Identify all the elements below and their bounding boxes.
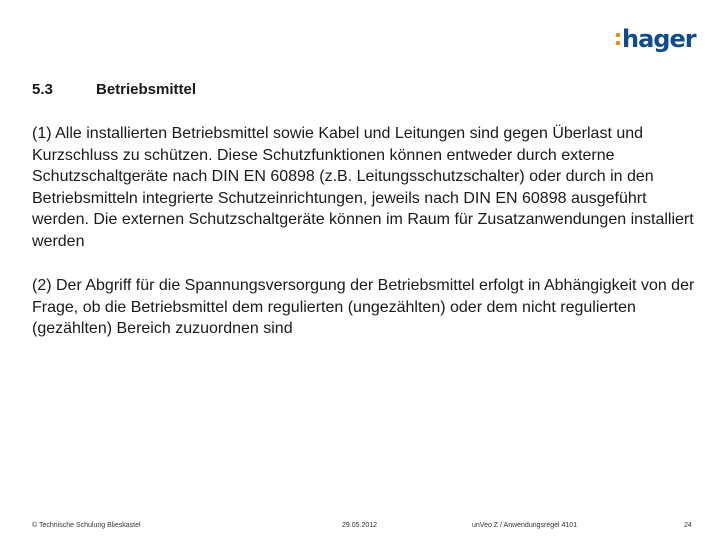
paragraph-2: (2) Der Abgriff für die Spannungsversorgung der Betriebsmittel erfolgt in Abhängigkeit von der Frage, ob die Betriebsmittel dem regulierten (ungezählten) oder dem nicht regulierten (gezählten) Bereich zuzuordnen sind bbox=[32, 277, 695, 337]
footer-date: 29.05.2012 bbox=[342, 522, 378, 529]
footer-copyright: © Technische Schulung Blieskastel bbox=[32, 522, 141, 529]
hager-logo bbox=[616, 24, 696, 54]
logo-dots-icon bbox=[616, 33, 620, 45]
paragraph-1: (1) Alle installierten Betriebsmittel sowie Kabel und Leitungen sind gegen Überlast und Kurzschluss zu schützen. Diese Schutzfunktionen können entweder durch externe Schutzschaltgeräte nach DIN EN 60898 (z.B. Leitungsschutzschalter) oder durch in den Betriebsmitteln integrierte Schutzeinrichtungen, jeweils nach DIN EN 60898 ausgeführt werden. Die externen Schutzschaltgeräte können im Raum für Zusatzanwendungen installiert werden bbox=[32, 125, 694, 250]
section-title: Betriebsmittel bbox=[96, 81, 197, 98]
logo-text: hager bbox=[622, 25, 696, 53]
page-number: 24 bbox=[684, 522, 692, 529]
footer-document-ref: unVeo Z / Anwendungsregel 4101 bbox=[472, 522, 578, 529]
section-number: 5.3 bbox=[32, 81, 53, 98]
